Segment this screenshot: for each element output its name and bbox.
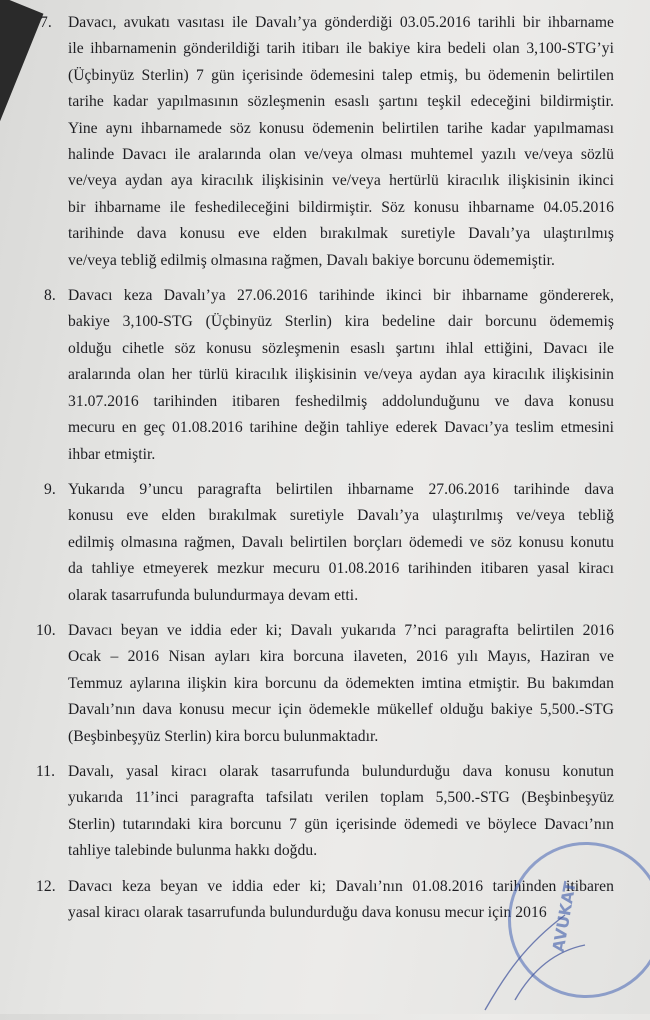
- document-page: [36, 10, 614, 935]
- stamp-text: AVUKAT: [548, 880, 580, 954]
- text-line: tarihe kadar yapılmasının sözleşmenin esaslı şartını teşkil edeceğini bildirmiştir.: [68, 93, 614, 111]
- paragraph-number: 11.: [36, 762, 56, 780]
- paragraph-number: 12.: [36, 877, 56, 895]
- text-line: Davacı beyan ve iddia eder ki; Davalı yukarıda 7’nci paragrafta belirtilen 2016: [68, 621, 614, 639]
- paragraph-10: [36, 618, 614, 750]
- text-line: ve/veya tebliğ edilmiş olmasına rağmen, Davalı bakiye borcunu ödememiştir.: [68, 251, 555, 269]
- text-line: (Beşbinbeşyüz Sterlin) kira borcu bulunmaktadır.: [68, 727, 379, 745]
- paragraph-number: 10.: [36, 621, 56, 639]
- text-line: konusu eve elden bırakılmak suretiyle Davalı’ya ulaştırılmış ve/veya tebliğ: [68, 507, 614, 525]
- text-line: Davacı keza Davalı’ya 27.06.2016 tarihinde ikinci bir ihbarname göndererek,: [68, 287, 614, 305]
- text-line: bir ihbarname ile feshedileceğini bildirmiştir. Söz konusu ihbarname 04.05.2016: [68, 198, 614, 216]
- paragraph-11: [36, 759, 614, 865]
- paragraph-9: [44, 477, 614, 609]
- text-line: olduğu cihetle söz konusu sözleşmenin esaslı şartını ihlal ettiğini, Davacı ile: [68, 339, 614, 357]
- text-line: Davacı, avukatı vasıtası ile Davalı’ya gönderdiği 03.05.2016 tarihli bir ihbarname: [68, 14, 614, 31]
- text-line: ve/veya aydan aya kiracılık ilişkisinin ve/veya hertürlü kiracılık ilişkisinin ikinci: [68, 172, 614, 190]
- signature-mark: [475, 905, 595, 1015]
- photo-dark-corner: [0, 0, 43, 125]
- text-line: halinde Davacı ile aralarında olan ve/veya olması muhtemel yazılı ve/veya sözlü: [68, 146, 614, 164]
- text-line: aralarında olan her türlü kiracılık ilişkisinin ve/veya aydan aya kiracılık ilişkisinin: [68, 366, 614, 384]
- text-line: Ocak – 2016 Nisan ayları kira borcuna ilaveten, 2016 yılı Mayıs, Haziran ve: [68, 648, 614, 666]
- text-line: Yine aynı ihbarnamede söz konusu ödemenin belirtilen tarihe kadar yapılmaması: [68, 119, 614, 137]
- text-line: tahliye talebinde bulunma hakkı doğdu.: [68, 842, 318, 860]
- text-line: Davalı, yasal kiracı olarak tasarrufunda bulundurduğu dava konusu konutun: [68, 762, 614, 780]
- paragraph-number: 9.: [44, 480, 56, 498]
- text-line: Temmuz aylarına ilişkin kira borcunu da ödemekten imtina etmiştir. Bu bakımdan: [68, 674, 614, 692]
- text-line: olarak tasarrufunda bulundurmaya devam etti.: [68, 586, 359, 604]
- paragraph-number: 8.: [44, 287, 56, 305]
- text-line: yasal kiracı olarak tasarrufunda bulundurduğu dava konusu mecur için 2016: [68, 904, 547, 921]
- text-line: 31.07.2016 tarihinden itibaren feshedilmiş addolunduğunu ve dava konusu: [68, 392, 614, 410]
- text-line: Yukarıda 9’uncu paragrafta belirtilen ihbarname 27.06.2016 tarihinde dava: [68, 480, 614, 498]
- text-line: edilmiş olmasına rağmen, Davalı belirtilen borçları ödemedi ve söz konusu konutu: [68, 533, 614, 551]
- text-line: mecuru en geç 01.08.2016 tarihine değin tahliye ederek Davacı’ya teslim etmesini: [68, 419, 614, 437]
- text-line: Davalı’nın dava konusu mecur için ödemekle mükellef olduğu bakiye 5,500.-STG: [68, 701, 614, 719]
- text-line: Sterlin) tutarındaki kira borcunu 7 gün içerisinde ödemedi ve böylece Davacı’nın: [68, 815, 614, 833]
- paragraph-7: [40, 10, 614, 274]
- text-line: ile ihbarnamenin gönderildiği tarih itibarı ile bakiye kira bedeli olan 3,100-STG’yi: [68, 40, 614, 58]
- text-line: ihbar etmiştir.: [68, 445, 156, 463]
- paragraph-8: [44, 283, 614, 468]
- text-line: tarihinde dava konusu eve elden bırakılmak suretiyle Davalı’ya ulaştırılmış: [68, 225, 614, 243]
- text-line: da tahliye etmeyerek mezkur mecuru 01.08.2016 tarihinden itibaren yasal kiracı: [68, 560, 614, 578]
- text-line: (Üçbinyüz Sterlin) 7 gün içerisinde ödemesini talep etmiş, bu ödemenin belirtilen: [68, 66, 614, 84]
- text-line: yukarıda 11’inci paragrafta tafsilatı verilen toplam 5,500.-STG (Beşbinbeşyüz: [68, 789, 614, 807]
- text-line: Davacı keza beyan ve iddia eder ki; Davalı’nın 01.08.2016 tarihinden itibaren: [68, 877, 614, 895]
- paragraph-number: 7.: [40, 14, 52, 31]
- text-line: bakiye 3,100-STG (Üçbinyüz Sterlin) kira bedeline dair borcunu ödememiş: [68, 313, 614, 331]
